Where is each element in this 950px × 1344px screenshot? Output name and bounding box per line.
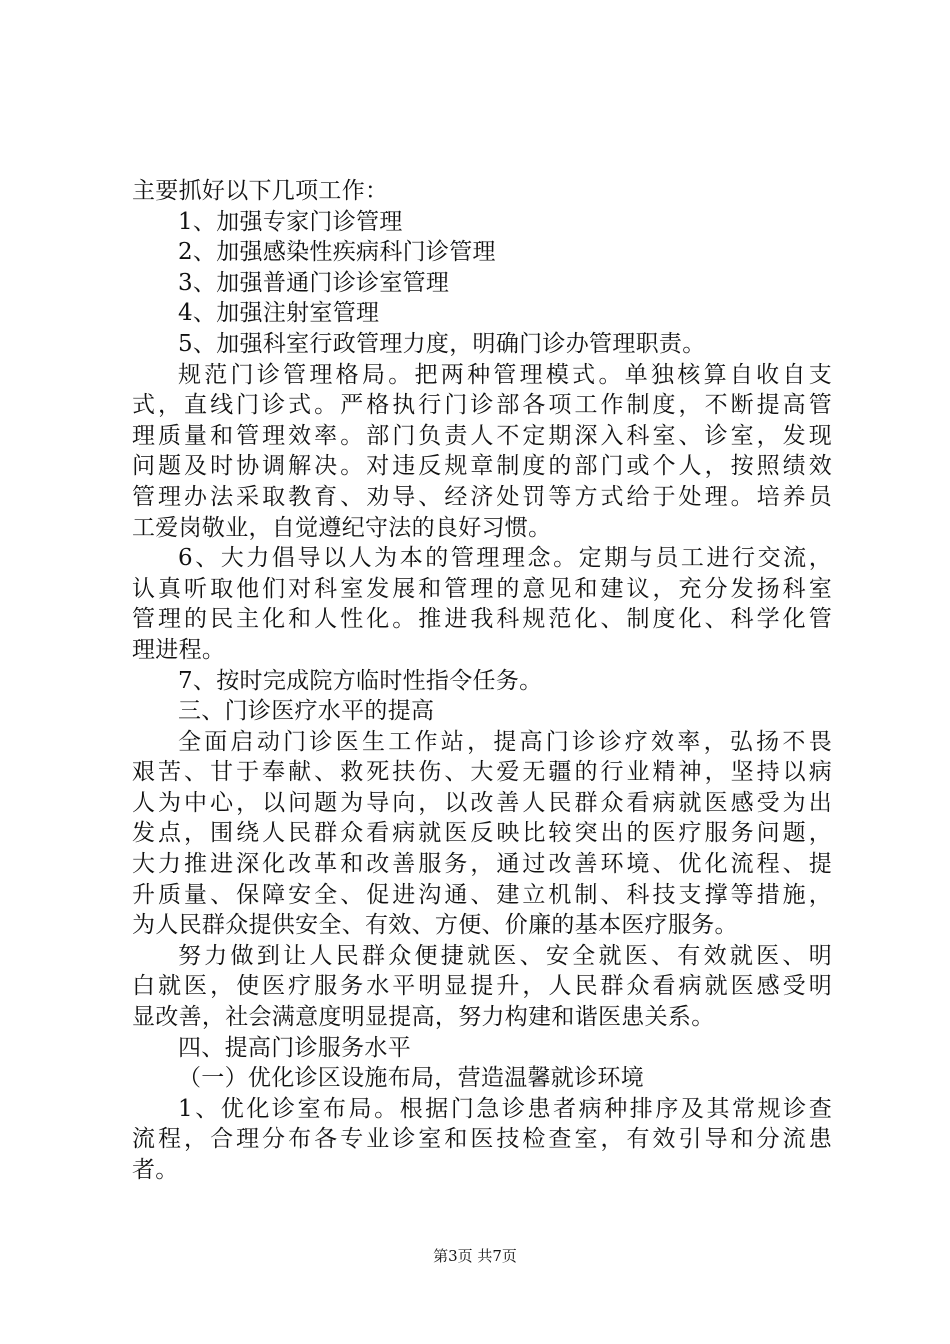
text-line: 认真听取他们对科室发展和管理的意见和建议，充分发扬科室 (132, 575, 832, 602)
text-line: 4、加强注射室管理 (178, 300, 380, 327)
text-line: 式，直线门诊式。严格执行门诊部各项工作制度，不断提高管 (132, 392, 832, 419)
text-line: 2、加强感染性疾病科门诊管理 (178, 239, 496, 266)
text-line: 1、加强专家门诊管理 (178, 208, 403, 235)
text-line: （一）优化诊区设施布局，营造温馨就诊环境 (178, 1065, 644, 1092)
text-line: 5、加强科室行政管理力度，明确门诊办管理职责。 (178, 330, 706, 357)
text-line: 工爱岗敬业，自觉遵纪守法的良好习惯。 (132, 514, 552, 541)
text-line: 3、加强普通门诊诊室管理 (178, 269, 450, 296)
text-line: 管理的民主化和人性化。推进我科规范化、制度化、科学化管 (132, 606, 832, 633)
text-line: 为人民群众提供安全、有效、方便、价廉的基本医疗服务。 (132, 912, 738, 939)
text-line: 人为中心，以问题为导向，以改善人民群众看病就医感受为出 (132, 789, 832, 816)
text-line: 规范门诊管理格局。把两种管理模式。单独核算自收自支 (178, 361, 832, 388)
text-line: 三、门诊医疗水平的提高 (178, 698, 435, 725)
text-line: 白就医，使医疗服务水平明显提升，人民群众看病就医感受明 (132, 973, 832, 1000)
text-line: 努力做到让人民群众便捷就医、安全就医、有效就医、明 (178, 942, 832, 969)
text-line: 1、优化诊室布局。根据门急诊患者病种排序及其常规诊查 (178, 1095, 832, 1122)
text-line: 问题及时协调解决。对违反规章制度的部门或个人，按照绩效 (132, 453, 832, 480)
page-number: 第3页 共7页 (433, 1247, 517, 1265)
text-line: 管理办法采取教育、劝导、经济处罚等方式给于处理。培养员 (132, 483, 832, 510)
text-line: 7、按时完成院方临时性指令任务。 (178, 667, 543, 694)
text-line: 主要抓好以下几项工作： (132, 178, 389, 204)
text-line: 发点，围绕人民群众看病就医反映比较突出的医疗服务问题， (132, 820, 832, 847)
text-line: 者。 (132, 1157, 179, 1183)
text-line: 升质量、保障安全、促进沟通、建立机制、科技支撑等措施， (132, 881, 832, 908)
text-line: 全面启动门诊医生工作站，提高门诊诊疗效率，弘扬不畏 (178, 728, 832, 755)
text-line: 6、大力倡导以人为本的管理理念。定期与员工进行交流， (178, 545, 832, 572)
text-line: 流程，合理分布各专业诊室和医技检查室，有效引导和分流患 (132, 1126, 832, 1153)
text-line: 理质量和管理效率。部门负责人不定期深入科室、诊室，发现 (132, 422, 832, 449)
text-line: 四、提高门诊服务水平 (178, 1034, 411, 1061)
text-line: 大力推进深化改革和改善服务，通过改善环境、优化流程、提 (132, 851, 832, 878)
text-line: 艰苦、甘于奉献、救死扶伤、大爱无疆的行业精神，坚持以病 (132, 759, 832, 786)
text-line: 理进程。 (132, 636, 226, 663)
page-footer (0, 1246, 950, 1266)
text-line: 显改善，社会满意度明显提高，努力构建和谐医患关系。 (132, 1004, 715, 1031)
document-body (132, 176, 832, 1186)
